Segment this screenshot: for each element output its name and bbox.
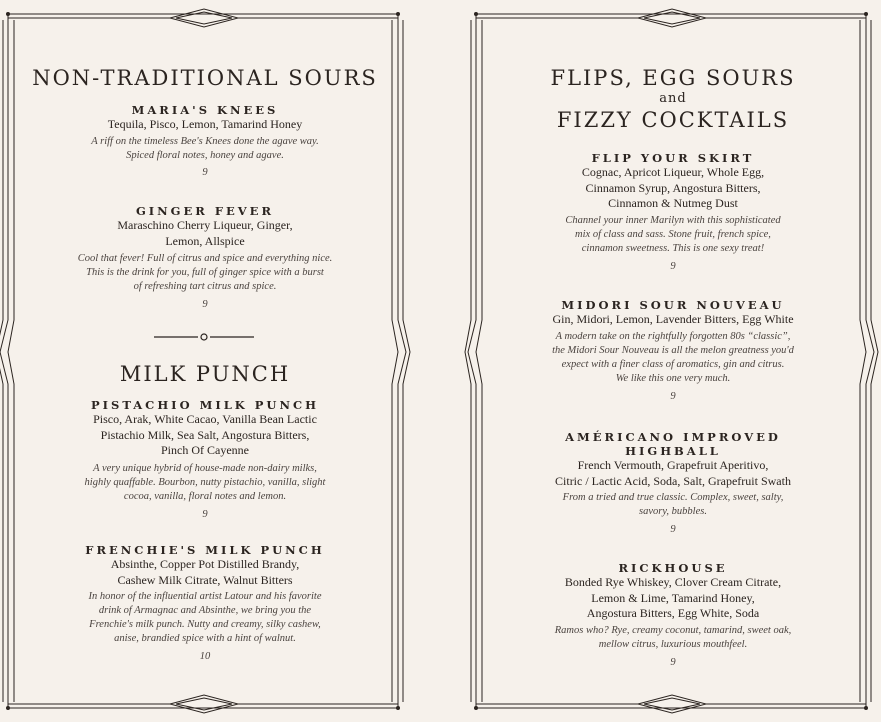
drink-description: Channel your inner Marilyn with this sophisticated <box>565 214 781 226</box>
drink-ingredients: Pinch Of Cayenne <box>161 443 249 457</box>
drink-description: A riff on the timeless Bee's Knees done the agave way. <box>91 135 319 147</box>
drink-description: Cool that fever! Full of citrus and spice and everything nice. <box>77 253 333 264</box>
drink-ingredients: Absinthe, Copper Pot Distilled Brandy, <box>110 557 300 571</box>
drink-ingredients: Cinnamon Syrup, Angostura Bitters, <box>585 180 761 195</box>
drink-marias-knees <box>20 103 390 178</box>
drink-price: 9 <box>202 166 208 178</box>
drink-description: In honor of the influential artist Latour and his favorite <box>88 591 322 602</box>
drink-name: RICKHOUSE <box>618 561 728 575</box>
drink-description: cinnamon sweetness. This is one sexy treat! <box>581 242 765 254</box>
drink-description: Frenchie's milk punch. Nutty and creamy, silky cashew, <box>89 619 321 630</box>
drink-description: drink of Armagnac and Absinthe, we bring you the <box>98 605 312 616</box>
drink-pistachio-milk-punch <box>20 398 390 520</box>
drink-description: A very unique hybrid of house-made non-dairy milks, <box>93 462 317 474</box>
drink-name: FLIP YOUR SKIRT <box>591 151 755 165</box>
drink-ingredients: Cinnamon & Nutmeg Dust <box>608 196 738 210</box>
drink-midori-sour-nouveau <box>488 298 858 402</box>
drink-name: PISTACHIO MILK PUNCH <box>90 398 319 412</box>
drink-name: MARIA'S KNEES <box>131 103 279 117</box>
drink-price: 9 <box>202 508 208 520</box>
drink-description: mix of class and sass. Stone fruit, french spice, <box>575 228 771 240</box>
drink-description: highly quaffable. Bourbon, nutty pistachio, vanilla, slight <box>84 476 326 488</box>
drink-name: GINGER FEVER <box>135 204 275 218</box>
drink-name: FRENCHIE'S MILK PUNCH <box>85 543 325 557</box>
drink-ingredients: Citric / Lactic Acid, Soda, Salt, Grapefruit Swath <box>555 473 791 488</box>
drink-description: savory, bubbles. <box>639 506 707 517</box>
section-title-fizzy-cocktails: FIZZY COCKTAILS <box>556 108 790 132</box>
drink-ingredients: Cashew Milk Citrate, Walnut Bitters <box>117 572 293 587</box>
drink-ingredients: Lemon & Lime, Tamarind Honey, <box>591 590 755 605</box>
drink-description: Ramos who? Rye, creamy coconut, tamarind, sweet oak, <box>554 624 792 636</box>
drink-ingredients: Cognac, Apricot Liqueur, Whole Egg, <box>581 165 765 179</box>
drink-name: AMÉRICANO IMPROVED <box>565 430 781 444</box>
drink-name: MIDORI SOUR NOUVEAU <box>561 298 785 312</box>
drink-ingredients: Angostura Bitters, Egg White, Soda <box>586 606 760 620</box>
drink-description: anise, brandied spice with a hint of walnut. <box>114 633 296 644</box>
drink-description: of refreshing tart citrus and spice. <box>133 281 277 292</box>
drink-price: 10 <box>199 651 211 662</box>
drink-price: 9 <box>670 390 676 402</box>
drink-price: 9 <box>670 260 676 272</box>
drink-flip-your-skirt <box>488 151 858 272</box>
drink-ingredients: Gin, Midori, Lemon, Lavender Bitters, Egg White <box>552 312 794 326</box>
drink-description: the Midori Sour Nouveau is all the melon greatness you'd <box>552 344 794 356</box>
drink-frenchies-milk-punch <box>20 543 390 662</box>
drink-description: A modern take on the rightfully forgotten 80s “classic”, <box>555 330 791 342</box>
drink-description: This is the drink for you, full of ginger spice with a burst <box>86 267 324 278</box>
drink-ingredients: Pistachio Milk, Sea Salt, Angostura Bitters, <box>100 427 310 442</box>
drink-description: cocoa, vanilla, floral notes and lemon. <box>123 490 287 502</box>
drink-ginger-fever <box>20 204 390 310</box>
section-title-flips-egg-sours: FLIPS, EGG SOURS <box>550 66 796 90</box>
section-title-milk-punch: MILK PUNCH <box>119 362 291 386</box>
drink-description: From a tried and true classic. Complex, sweet, salty, <box>562 492 784 503</box>
section-divider <box>154 331 254 343</box>
drink-ingredients: French Vermouth, Grapefruit Aperitivo, <box>577 458 769 472</box>
drink-description: We like this one very much. <box>615 372 731 384</box>
drink-ingredients: Pisco, Arak, White Cacao, Vanilla Bean Lactic <box>93 412 317 426</box>
drink-price: 9 <box>670 656 676 668</box>
section-title-and: and <box>659 91 687 106</box>
drink-price: 9 <box>202 299 208 310</box>
drink-description: expect with a finer class of aromatics, gin and citrus. <box>561 358 785 370</box>
drink-rickhouse <box>488 561 858 668</box>
drink-description: mellow citrus, luxurious mouthfeel. <box>598 638 748 650</box>
drink-americano-improved-highball <box>488 430 858 535</box>
drink-name-line2: HIGHBALL <box>625 444 721 458</box>
drink-ingredients: Maraschino Cherry Liqueur, Ginger, <box>117 218 293 232</box>
drink-ingredients: Lemon, Allspice <box>165 233 245 248</box>
section-title-non-traditional-sours: NON-TRADITIONAL SOURS <box>32 66 378 90</box>
drink-ingredients: Tequila, Pisco, Lemon, Tamarind Honey <box>107 117 303 131</box>
drink-price: 9 <box>670 524 676 535</box>
drink-description: Spiced floral notes, honey and agave. <box>126 149 284 161</box>
drink-ingredients: Bonded Rye Whiskey, Clover Cream Citrate, <box>564 575 782 589</box>
